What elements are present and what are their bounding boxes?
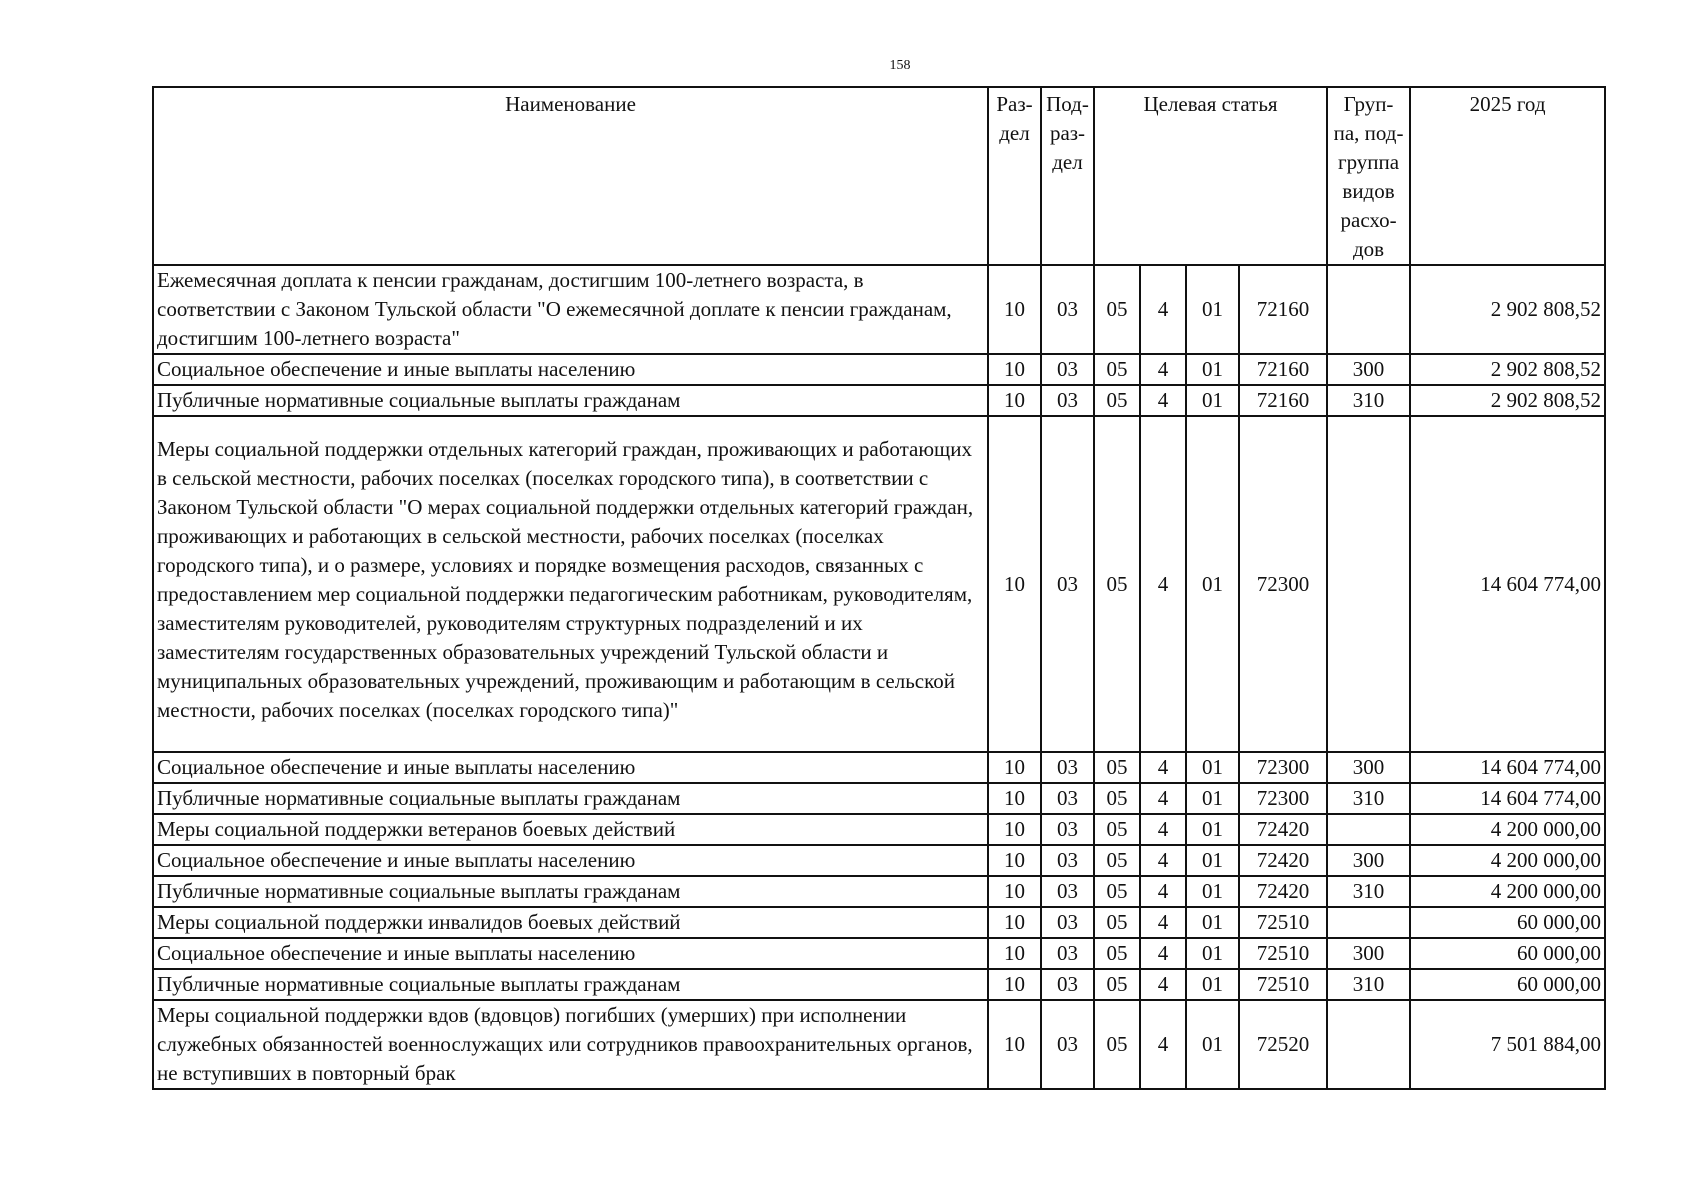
row-target-type: 4 bbox=[1140, 385, 1186, 416]
row-amount: 4 200 000,00 bbox=[1410, 814, 1605, 845]
table-row bbox=[153, 783, 1605, 814]
row-name: Меры социальной поддержки инвалидов боевых действий bbox=[153, 907, 988, 938]
row-target-subprogram: 01 bbox=[1186, 969, 1239, 1000]
header-expense-group: Груп-па, под-группа видов расхо-дов bbox=[1327, 87, 1410, 265]
row-name: Публичные нормативные социальные выплаты гражданам bbox=[153, 385, 988, 416]
row-name: Меры социальной поддержки ветеранов боевых действий bbox=[153, 814, 988, 845]
row-subsection: 03 bbox=[1041, 783, 1094, 814]
row-subsection: 03 bbox=[1041, 969, 1094, 1000]
header-subsection: Под-раз-дел bbox=[1041, 87, 1094, 265]
row-expense-group: 300 bbox=[1327, 938, 1410, 969]
row-target-subprogram: 01 bbox=[1186, 845, 1239, 876]
row-section: 10 bbox=[988, 969, 1041, 1000]
row-target-type: 4 bbox=[1140, 938, 1186, 969]
row-target-direction: 72420 bbox=[1239, 814, 1327, 845]
row-target-program: 05 bbox=[1094, 938, 1140, 969]
row-name: Публичные нормативные социальные выплаты гражданам bbox=[153, 969, 988, 1000]
row-amount: 14 604 774,00 bbox=[1410, 752, 1605, 783]
row-target-subprogram: 01 bbox=[1186, 938, 1239, 969]
row-target-direction: 72510 bbox=[1239, 907, 1327, 938]
row-target-direction: 72160 bbox=[1239, 265, 1327, 354]
row-target-program: 05 bbox=[1094, 814, 1140, 845]
row-target-direction: 72420 bbox=[1239, 876, 1327, 907]
row-target-direction: 72420 bbox=[1239, 845, 1327, 876]
row-target-direction: 72520 bbox=[1239, 1000, 1327, 1089]
row-expense-group: 310 bbox=[1327, 969, 1410, 1000]
table-header-row bbox=[153, 87, 1605, 265]
row-section: 10 bbox=[988, 907, 1041, 938]
row-target-subprogram: 01 bbox=[1186, 385, 1239, 416]
row-section: 10 bbox=[988, 354, 1041, 385]
row-target-subprogram: 01 bbox=[1186, 265, 1239, 354]
row-target-program: 05 bbox=[1094, 1000, 1140, 1089]
row-subsection: 03 bbox=[1041, 385, 1094, 416]
row-expense-group bbox=[1327, 416, 1410, 752]
row-section: 10 bbox=[988, 1000, 1041, 1089]
row-target-program: 05 bbox=[1094, 265, 1140, 354]
row-name: Социальное обеспечение и иные выплаты населению bbox=[153, 938, 988, 969]
row-section: 10 bbox=[988, 416, 1041, 752]
row-amount: 14 604 774,00 bbox=[1410, 783, 1605, 814]
header-year: 2025 год bbox=[1410, 87, 1605, 265]
row-amount: 4 200 000,00 bbox=[1410, 845, 1605, 876]
row-amount: 60 000,00 bbox=[1410, 938, 1605, 969]
row-target-type: 4 bbox=[1140, 845, 1186, 876]
row-section: 10 bbox=[988, 752, 1041, 783]
row-target-program: 05 bbox=[1094, 783, 1140, 814]
row-target-subprogram: 01 bbox=[1186, 752, 1239, 783]
row-target-direction: 72510 bbox=[1239, 969, 1327, 1000]
row-amount: 2 902 808,52 bbox=[1410, 265, 1605, 354]
table-row bbox=[153, 969, 1605, 1000]
table-row bbox=[153, 385, 1605, 416]
table-row bbox=[153, 416, 1605, 752]
row-target-direction: 72300 bbox=[1239, 416, 1327, 752]
row-expense-group: 300 bbox=[1327, 354, 1410, 385]
row-target-direction: 72300 bbox=[1239, 783, 1327, 814]
page-number: 158 bbox=[889, 58, 911, 73]
row-section: 10 bbox=[988, 265, 1041, 354]
table-row bbox=[153, 845, 1605, 876]
row-expense-group: 300 bbox=[1327, 845, 1410, 876]
row-target-subprogram: 01 bbox=[1186, 783, 1239, 814]
row-target-subprogram: 01 bbox=[1186, 907, 1239, 938]
row-expense-group: 300 bbox=[1327, 752, 1410, 783]
row-target-program: 05 bbox=[1094, 385, 1140, 416]
row-target-program: 05 bbox=[1094, 969, 1140, 1000]
row-target-type: 4 bbox=[1140, 416, 1186, 752]
row-target-type: 4 bbox=[1140, 265, 1186, 354]
row-target-type: 4 bbox=[1140, 783, 1186, 814]
table-row bbox=[153, 814, 1605, 845]
row-target-subprogram: 01 bbox=[1186, 876, 1239, 907]
row-name: Социальное обеспечение и иные выплаты населению bbox=[153, 752, 988, 783]
row-target-type: 4 bbox=[1140, 969, 1186, 1000]
row-subsection: 03 bbox=[1041, 354, 1094, 385]
row-target-program: 05 bbox=[1094, 907, 1140, 938]
row-name: Ежемесячная доплата к пенсии гражданам, достигшим 100-летнего возраста, в соответствии с Законом Тульской области "О ежемесячной доплате к пенсии гражданам, достигшим 100-летнего возраста" bbox=[153, 265, 988, 354]
header-target-article: Целевая статья bbox=[1094, 87, 1327, 265]
row-expense-group bbox=[1327, 265, 1410, 354]
row-target-program: 05 bbox=[1094, 845, 1140, 876]
row-target-subprogram: 01 bbox=[1186, 814, 1239, 845]
row-subsection: 03 bbox=[1041, 907, 1094, 938]
row-target-program: 05 bbox=[1094, 354, 1140, 385]
header-section: Раз-дел bbox=[988, 87, 1041, 265]
row-target-direction: 72160 bbox=[1239, 385, 1327, 416]
row-subsection: 03 bbox=[1041, 752, 1094, 783]
row-expense-group bbox=[1327, 814, 1410, 845]
row-amount: 2 902 808,52 bbox=[1410, 354, 1605, 385]
row-target-subprogram: 01 bbox=[1186, 354, 1239, 385]
row-subsection: 03 bbox=[1041, 1000, 1094, 1089]
row-amount: 14 604 774,00 bbox=[1410, 416, 1605, 752]
row-target-program: 05 bbox=[1094, 876, 1140, 907]
row-expense-group: 310 bbox=[1327, 876, 1410, 907]
row-amount: 60 000,00 bbox=[1410, 969, 1605, 1000]
row-name: Меры социальной поддержки отдельных категорий граждан, проживающих и работающих в сельской местности, рабочих поселках (поселках городского типа), в соответствии с Законом Тульской области "О мерах социальной поддержки отдельных категорий граждан, проживающих и работающих в сельской местности, рабочих поселках (поселках городского типа), и о размере, условиях и порядке возмещения расходов, связанных с предоставлением мер социальной поддержки педагогическим работникам, руководителям, заместителям руководителей, руководителям структурных подразделений и их заместителям государственных образовательных учреждений Тульской области и муниципальных образовательных учреждений, проживающим и работающим в сельской местности, рабочих поселках (поселках городского типа)" bbox=[153, 416, 988, 752]
header-name: Наименование bbox=[153, 87, 988, 265]
table-row bbox=[153, 1000, 1605, 1089]
row-subsection: 03 bbox=[1041, 416, 1094, 752]
row-target-type: 4 bbox=[1140, 752, 1186, 783]
row-name: Публичные нормативные социальные выплаты гражданам bbox=[153, 876, 988, 907]
row-subsection: 03 bbox=[1041, 814, 1094, 845]
row-subsection: 03 bbox=[1041, 876, 1094, 907]
row-target-direction: 72300 bbox=[1239, 752, 1327, 783]
row-section: 10 bbox=[988, 783, 1041, 814]
row-section: 10 bbox=[988, 385, 1041, 416]
row-section: 10 bbox=[988, 876, 1041, 907]
table-row bbox=[153, 876, 1605, 907]
table-row bbox=[153, 354, 1605, 385]
row-section: 10 bbox=[988, 845, 1041, 876]
row-target-subprogram: 01 bbox=[1186, 416, 1239, 752]
row-expense-group bbox=[1327, 1000, 1410, 1089]
row-target-type: 4 bbox=[1140, 814, 1186, 845]
row-target-subprogram: 01 bbox=[1186, 1000, 1239, 1089]
row-target-type: 4 bbox=[1140, 354, 1186, 385]
row-amount: 60 000,00 bbox=[1410, 907, 1605, 938]
table-row bbox=[153, 938, 1605, 969]
row-subsection: 03 bbox=[1041, 265, 1094, 354]
row-name: Меры социальной поддержки вдов (вдовцов) погибших (умерших) при исполнении служебных обязанностей военнослужащих или сотрудников правоохранительных органов, не вступивших в повторный брак bbox=[153, 1000, 988, 1089]
row-expense-group bbox=[1327, 907, 1410, 938]
row-name: Публичные нормативные социальные выплаты гражданам bbox=[153, 783, 988, 814]
table-row bbox=[153, 752, 1605, 783]
table-row bbox=[153, 907, 1605, 938]
row-expense-group: 310 bbox=[1327, 783, 1410, 814]
row-subsection: 03 bbox=[1041, 845, 1094, 876]
row-section: 10 bbox=[988, 814, 1041, 845]
row-name: Социальное обеспечение и иные выплаты населению bbox=[153, 845, 988, 876]
row-subsection: 03 bbox=[1041, 938, 1094, 969]
row-amount: 4 200 000,00 bbox=[1410, 876, 1605, 907]
table-row bbox=[153, 265, 1605, 354]
budget-table bbox=[152, 86, 1606, 1090]
row-target-program: 05 bbox=[1094, 416, 1140, 752]
row-target-type: 4 bbox=[1140, 876, 1186, 907]
row-target-direction: 72160 bbox=[1239, 354, 1327, 385]
row-expense-group: 310 bbox=[1327, 385, 1410, 416]
row-target-program: 05 bbox=[1094, 752, 1140, 783]
row-section: 10 bbox=[988, 938, 1041, 969]
row-target-direction: 72510 bbox=[1239, 938, 1327, 969]
row-name: Социальное обеспечение и иные выплаты населению bbox=[153, 354, 988, 385]
row-amount: 2 902 808,52 bbox=[1410, 385, 1605, 416]
row-target-type: 4 bbox=[1140, 1000, 1186, 1089]
row-amount: 7 501 884,00 bbox=[1410, 1000, 1605, 1089]
row-target-type: 4 bbox=[1140, 907, 1186, 938]
